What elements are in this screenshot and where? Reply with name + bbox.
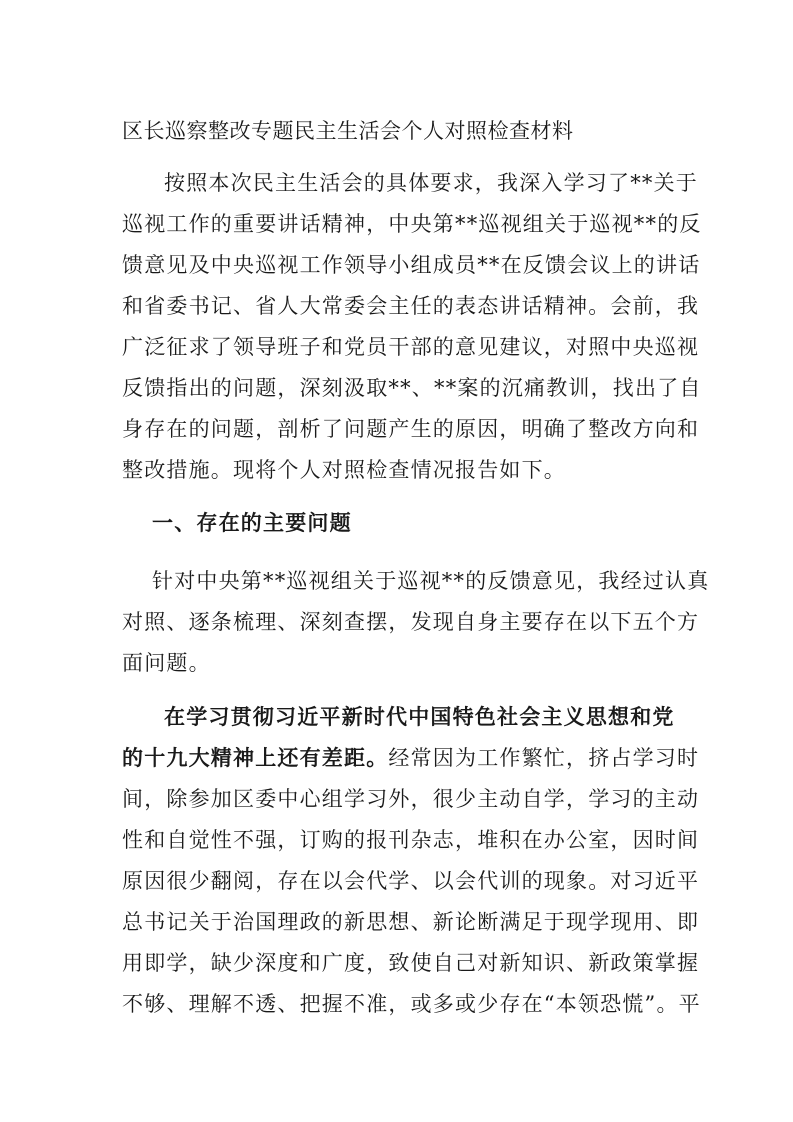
paragraph-3-line-2 [122,741,699,775]
paragraph-3-bold-line-1: 在学习贯彻习近平新时代中国特色社会主义思想和党 [164,704,675,729]
paragraph-3-line-8: 不够、理解不透、把握不准，或多或少存在“本领恐慌”。平 [122,992,701,1016]
paragraph-1-line-8: 整改措施。现将个人对照检查情况报告如下。 [122,458,566,482]
paragraph-1-line-6: 反馈指出的问题，深刻汲取**、**案的沉痛教训，找出了自 [122,376,702,400]
paragraph-1-line-5: 广泛征求了领导班子和党员干部的意见建议，对照中央巡视 [122,335,700,359]
paragraph-1-line-2: 巡视工作的重要讲话精神，中央第**巡视组关于巡视**的反 [122,212,702,236]
paragraph-1-line-7: 身存在的问题，剖析了问题产生的原因，明确了整改方向和 [122,417,700,441]
paragraph-3-line-3: 间，除参加区委中心组学习外，很少主动自学，学习的主动 [122,787,700,811]
document-title: 区长巡察整改专题民主生活会个人对照检查材料 [122,119,574,143]
paragraph-2-line-2: 对照、逐条梳理、深刻查摆，发现自身主要存在以下五个方 [122,610,700,634]
paragraph-1-line-4: 和省委书记、省人大常委会主任的表态讲话精神。会前，我 [122,294,700,318]
section-heading: 一、存在的主要问题 [152,510,352,535]
paragraph-3-line-4: 性和自觉性不强，订购的报刊杂志，堆积在办公室，因时间 [122,828,700,852]
paragraph-1-line-3: 馈意见及中央巡视工作领导小组成员**在反馈会议上的讲话 [122,253,701,277]
paragraph-2-line-1: 针对中央第**巡视组关于巡视**的反馈意见，我经过认真 [152,569,710,593]
paragraph-3-line-6: 总书记关于治国理政的新思想、新论断满足于现学现用、即 [122,910,700,934]
paragraph-3-line-7: 用即学，缺少深度和广度，致使自己对新知识、新政策掌握 [122,951,700,975]
paragraph-1-line-1: 按照本次民主生活会的具体要求，我深入学习了**关于 [164,171,698,195]
paragraph-3-bold-lead: 的十九大精神上还有差距。 [122,745,389,770]
paragraph-3-line-2-rest: 经常因为工作繁忙，挤占学习时 [388,746,700,770]
paragraph-2-line-3: 面问题。 [122,651,211,675]
paragraph-3-line-5: 原因很少翻阅，存在以会代学、以会代训的现象。对习近平 [122,869,700,893]
